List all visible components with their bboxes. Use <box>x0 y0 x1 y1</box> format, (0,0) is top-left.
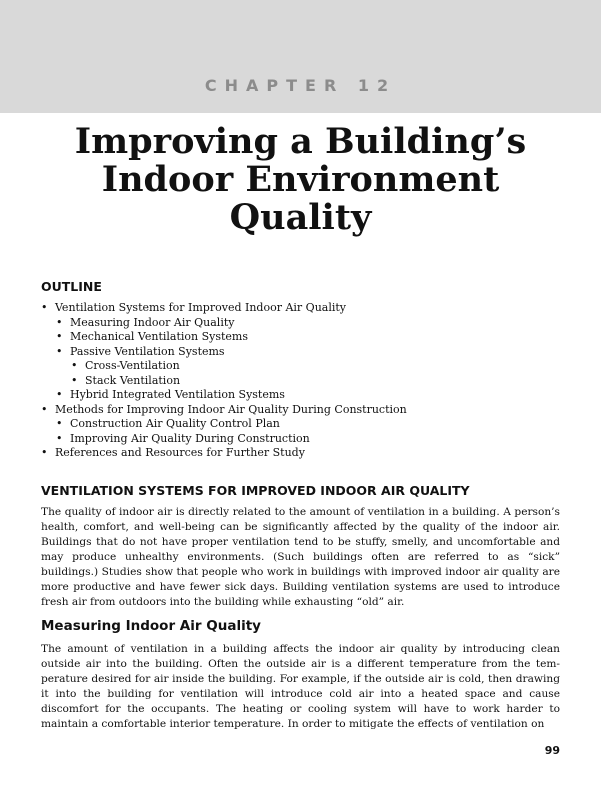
outline-item: • Methods for Improving Indoor Air Quality During Construction <box>41 403 561 418</box>
section-heading: VENTILATION SYSTEMS FOR IMPROVED INDOOR AIR QUALITY <box>41 483 470 498</box>
chapter-header-band <box>0 0 601 113</box>
chapter-label: CHAPTER 12 <box>204 76 397 95</box>
outline-item: • Cross-Ventilation <box>41 359 561 374</box>
chapter-title <box>0 123 601 237</box>
outline-item: • Stack Ventilation <box>41 374 561 389</box>
outline-item: • Ventilation Systems for Improved Indoor Air Quality <box>41 301 561 316</box>
page-number: 99 <box>544 744 560 757</box>
chapter-title-line: Quality <box>229 197 372 238</box>
outline-list <box>41 301 561 461</box>
outline-item: • References and Resources for Further Study <box>41 446 561 461</box>
outline-item: • Measuring Indoor Air Quality <box>41 316 561 331</box>
outline-item: • Construction Air Quality Control Plan <box>41 417 561 432</box>
chapter-title-line: Improving a Building’s <box>74 121 527 162</box>
outline-item: • Mechanical Ventilation Systems <box>41 330 561 345</box>
chapter-title-line: Indoor Environment <box>101 159 500 200</box>
outline-item: • Passive Ventilation Systems <box>41 345 561 360</box>
subsection-paragraph: The amount of ventilation in a building affects the indoor air quality by introducing clean outside air into the building. Often the outside air is a different temperature from the temperature desired for air inside the building. For example, if the outside air is cold, then drawing it into the building for ventilation will introduce cold air into a heated space and cause discomfort for the occupants. The heating or cooling system will have to work harder to maintain a comfortable interior temperature. In order to mitigate the effects of ventilation on <box>41 643 560 730</box>
section-paragraph: The quality of indoor air is directly related to the amount of ventilation in a building. A person’s health, comfort, and well-being can be significantly affected by the quality of the indoor air. Buildings that do not have proper ventilation tend to be stuffy, smelly, and uncomfortable and may produce unhealthy environments. (Such buildings often are referred to as “sick” buildings.) Studies show that people who work in buildings with improved indoor air quality are more productive and have fewer sick days. Building ventilation systems are used to introduce fresh air from outdoors into the building while exhausting “old” air. <box>41 506 560 608</box>
subsection-heading: Measuring Indoor Air Quality <box>41 618 261 634</box>
outline-item: • Improving Air Quality During Construction <box>41 432 561 447</box>
outline-heading: OUTLINE <box>41 279 102 294</box>
outline-item: • Hybrid Integrated Ventilation Systems <box>41 388 561 403</box>
